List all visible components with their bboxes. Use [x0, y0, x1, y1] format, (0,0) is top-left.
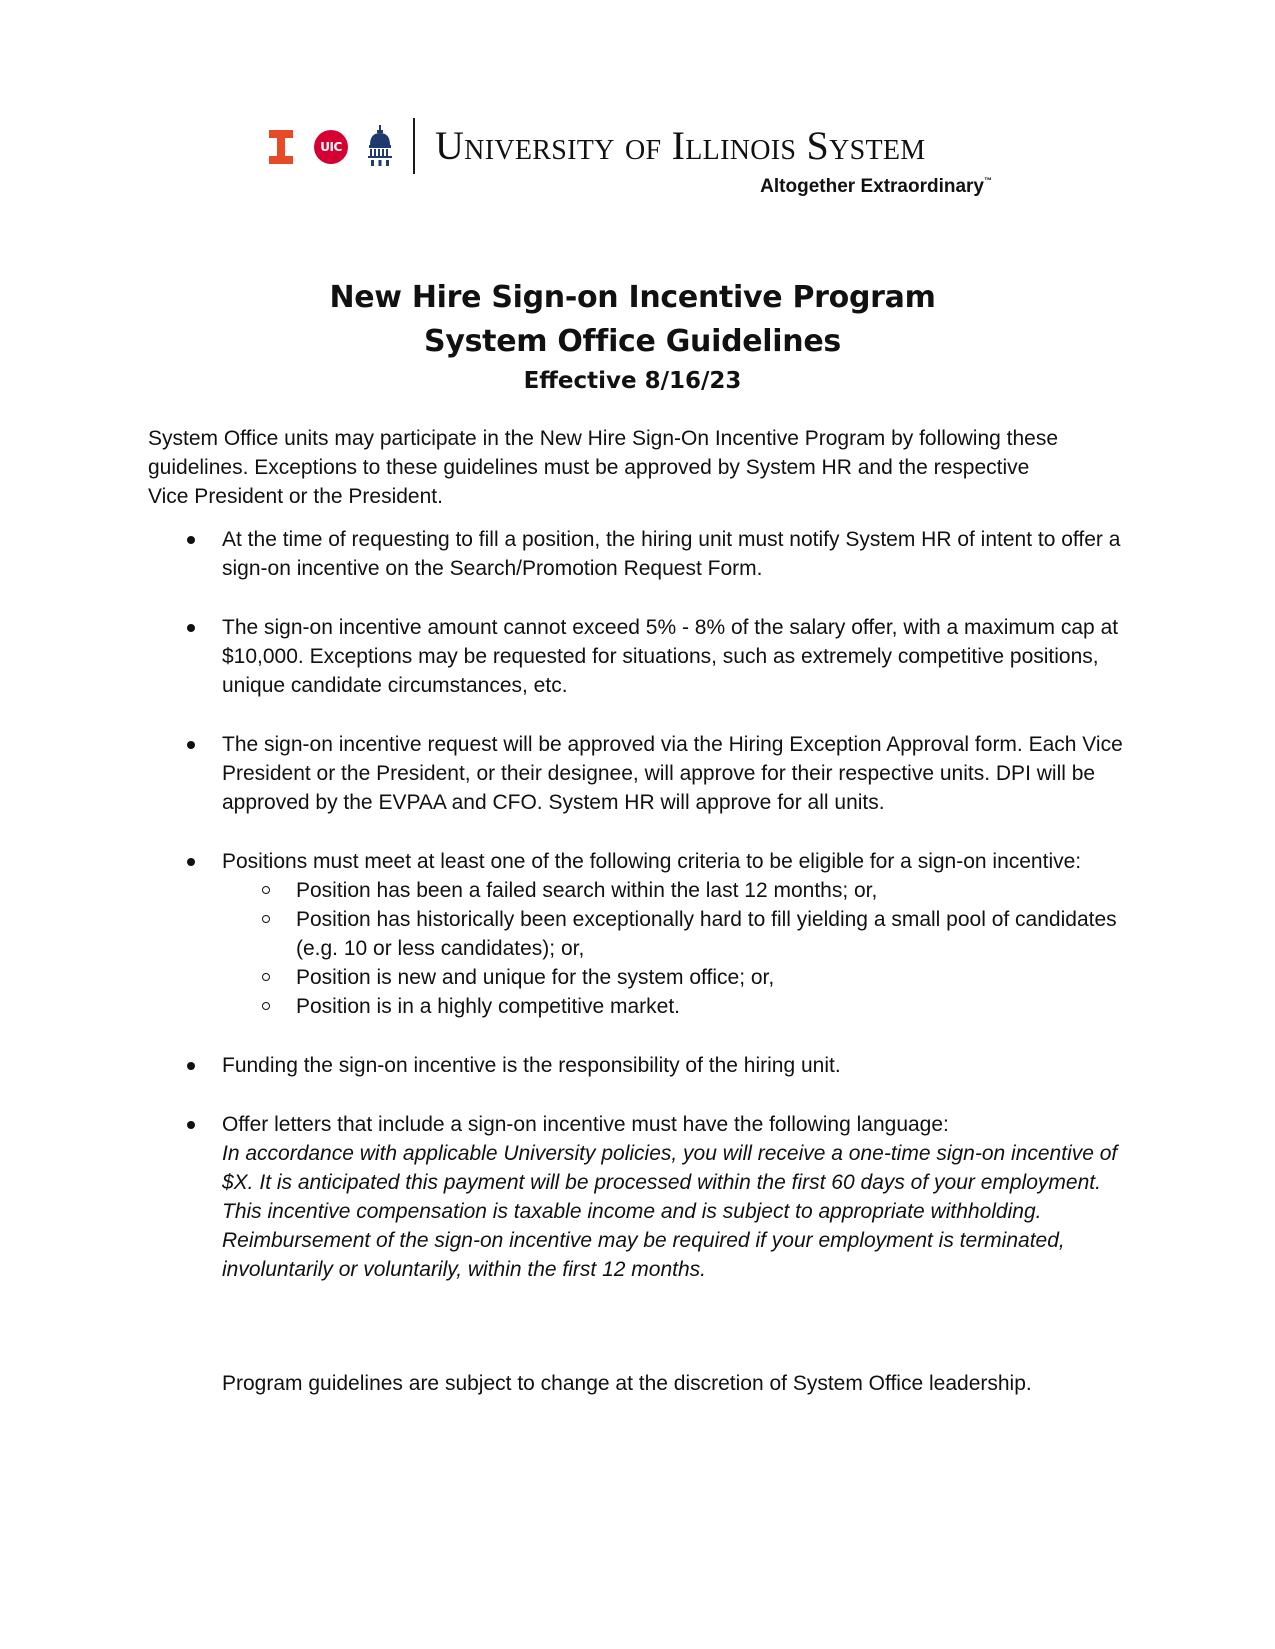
university-logo: [269, 116, 989, 176]
tagline: [760, 176, 992, 198]
tagline-text: Altogether Extraordinary: [760, 176, 984, 197]
bullet-icon: [187, 536, 195, 544]
list-item-text: Positions must meet at least one of the following criteria to be eligible for a sign-on incentive:: [222, 850, 1082, 873]
logo-divider: [413, 118, 415, 174]
criteria-sublist: [222, 876, 1138, 1021]
list-item-text: At the time of requesting to fill a position, the hiring unit must notify System HR of intent to offer a sign-on incentive on the Search/Promotion Request Form.: [222, 528, 1121, 580]
bullet-icon: [187, 1121, 195, 1129]
sub-list-item-text: Position has historically been exceptionally hard to fill yielding a small pool of candidates (e.g. 10 or less candidates); or,: [296, 908, 1117, 960]
trademark-mark: ™: [984, 176, 992, 185]
intro-paragraph: System Office units may participate in the New Hire Sign-On Incentive Program by following these guidelines. Exceptions to these guidelines must be approved by System HR and the respective Vice President or the President.: [148, 427, 1059, 508]
list-item: [148, 1110, 1138, 1284]
bullet-icon: [187, 858, 195, 866]
bullet-icon: [187, 1062, 195, 1070]
offer-letter-language: In accordance with applicable University policies, you will receive a one-time sign-on incentive of $X. It is anticipated this payment will be processed within the first 60 days of your employment. This incentive compensation is taxable income and is subject to appropriate withholding. Reimbursement of the sign-on incentive may be required if your employment is terminated, involuntarily or voluntarily, within the first 12 months.: [222, 1142, 1118, 1281]
list-item: [148, 730, 1138, 817]
list-item: [148, 525, 1138, 583]
sub-list-item: [222, 905, 1138, 963]
bullet-icon: [187, 741, 195, 749]
sub-list-item-text: Position is new and unique for the system office; or,: [296, 966, 775, 989]
list-item-text: The sign-on incentive request will be approved via the Hiring Exception Approval form. Each Vice President or the President, or their designee, will approve for their respective units. DPI will be approved by the EVPAA and CFO. System HR will approve for all units.: [222, 733, 1123, 814]
effective-date: Effective 8/16/23: [523, 368, 742, 394]
hollow-bullet-icon: [262, 1002, 270, 1010]
list-item: [148, 847, 1138, 1021]
closing-note: Program guidelines are subject to change at the discretion of System Office leadership.: [222, 1372, 1032, 1395]
hollow-bullet-icon: [262, 915, 270, 923]
sub-list-item: [222, 963, 1138, 992]
list-item-text: Funding the sign-on incentive is the responsibility of the hiring unit.: [222, 1054, 841, 1077]
sub-list-item: [222, 876, 1138, 905]
illinois-block-i-icon: [269, 130, 293, 164]
bullet-icon: [187, 624, 195, 632]
sub-list-item: [222, 992, 1138, 1021]
hollow-bullet-icon: [262, 886, 270, 894]
title-line-2: System Office Guidelines: [424, 324, 841, 359]
sub-list-item-text: Position has been a failed search within the last 12 months; or,: [296, 879, 878, 902]
list-item-text: Offer letters that include a sign-on incentive must have the following language:: [222, 1113, 949, 1136]
guideline-list: [148, 525, 1138, 1314]
list-item: [148, 1051, 1138, 1080]
list-item-text: The sign-on incentive amount cannot exceed 5% - 8% of the salary offer, with a maximum cap at $10,000. Exceptions may be requested for situations, such as extremely competitive positions, unique candidate circumstances, etc.: [222, 616, 1119, 697]
uis-dome-icon: [365, 125, 395, 167]
uic-badge-icon: UIC: [314, 130, 348, 164]
list-item: [148, 613, 1138, 700]
sub-list-item-text: Position is in a highly competitive market.: [296, 995, 680, 1018]
university-wordmark: University of Illinois System: [435, 123, 926, 168]
hollow-bullet-icon: [262, 973, 270, 981]
document-title: [0, 276, 1265, 398]
title-line-1: New Hire Sign-on Incentive Program: [329, 280, 936, 315]
